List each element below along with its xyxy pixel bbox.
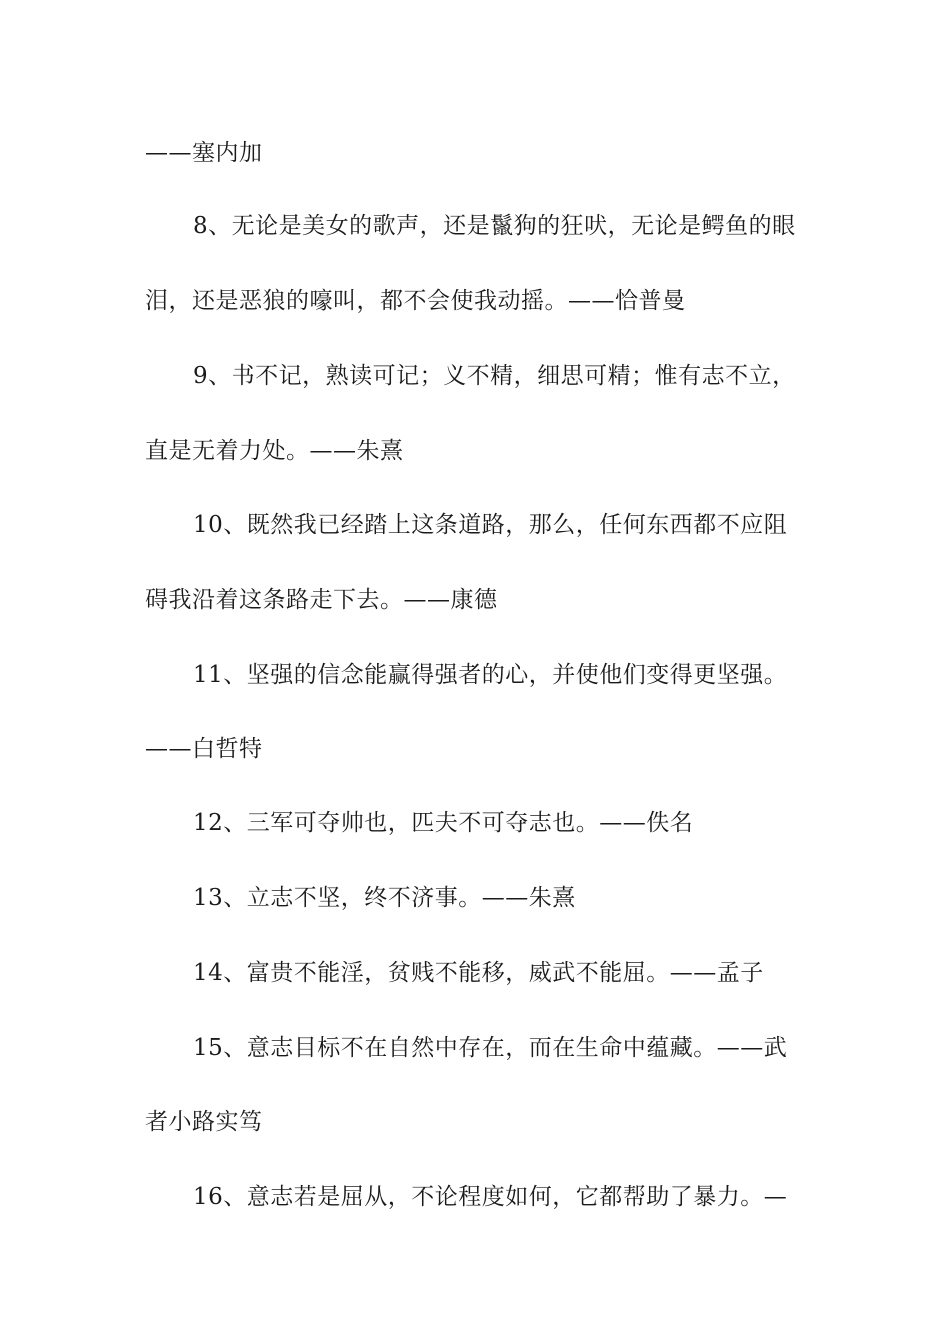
text-line-2: 8、无论是美女的歌声，还是鬣狗的狂吠，无论是鳄鱼的眼	[193, 213, 796, 239]
text-line-14: 者小路实笃	[145, 1109, 263, 1135]
text-line-11: 13、立志不坚，终不济事。——朱熹	[193, 885, 576, 911]
text-line-1: ——塞内加	[145, 140, 263, 166]
text-line-10: 12、三军可夺帅也，匹夫不可夺志也。——佚名	[193, 810, 694, 836]
text-line-13: 15、意志目标不在自然中存在，而在生命中蕴藏。——武	[193, 1035, 788, 1061]
text-line-7: 碍我沿着这条路走下去。——康德	[145, 587, 498, 613]
text-line-9: ——白哲特	[145, 736, 263, 762]
text-line-6: 10、既然我已经踏上这条道路，那么，任何东西都不应阻	[193, 512, 788, 538]
text-line-4: 9、书不记，熟读可记；义不精，细思可精；惟有志不立，	[193, 363, 796, 389]
text-line-5: 直是无着力处。——朱熹	[145, 438, 404, 464]
text-line-3: 泪，还是恶狼的嚎叫，都不会使我动摇。——恰普曼	[145, 288, 686, 314]
text-line-12: 14、富贵不能淫，贫贱不能移，威武不能屈。——孟子	[193, 960, 764, 986]
text-line-15: 16、意志若是屈从，不论程度如何，它都帮助了暴力。—	[193, 1184, 788, 1210]
text-line-8: 11、坚强的信念能赢得强者的心，并使他们变得更坚强。	[193, 662, 788, 688]
